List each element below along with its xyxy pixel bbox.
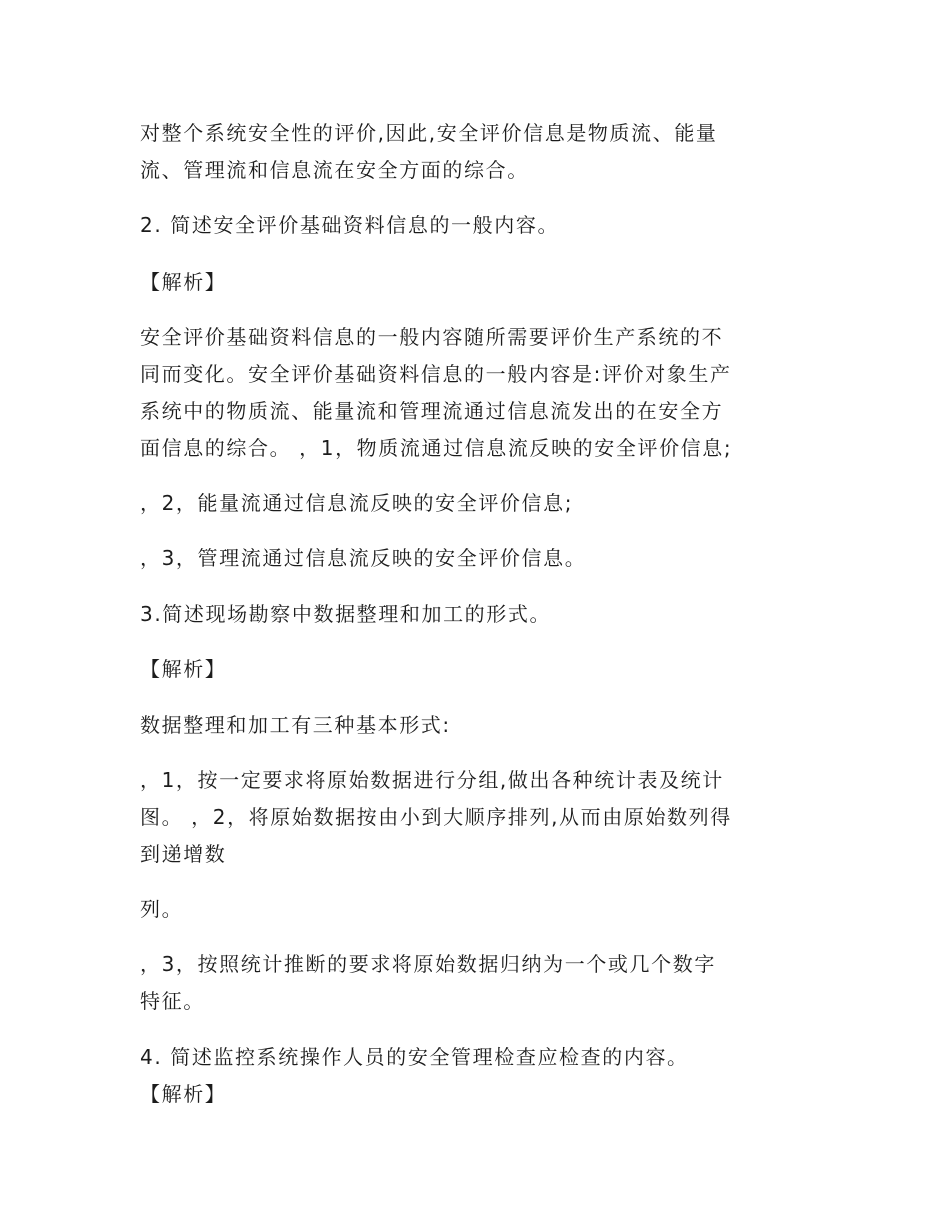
paragraph-q3-items <box>140 762 820 873</box>
q2-item-2 <box>140 485 820 522</box>
analysis-label-q3 <box>140 651 820 688</box>
text-line: 【解析】 <box>140 1082 227 1106</box>
text-line: ，3，按照统计推断的要求将原始数据归纳为一个或几个数字 <box>140 952 716 976</box>
text-line: 3.简述现场勘察中数据整理和加工的形式。 <box>140 602 552 626</box>
text-line: ，1，按一定要求将原始数据进行分组,做出各种统计表及统计 <box>140 768 724 792</box>
paragraph-intro-continuation <box>140 115 820 189</box>
text-line: 列。 <box>140 897 184 921</box>
q2-item-3 <box>140 540 820 577</box>
text-line: 对整个系统安全性的评价,因此,安全评价信息是物质流、能量 <box>140 121 718 145</box>
paragraph-q2-answer <box>140 319 820 467</box>
question-4-heading <box>140 1039 820 1113</box>
text-line: 流、管理流和信息流在安全方面的综合。 <box>140 158 529 182</box>
text-line: ，2，能量流通过信息流反映的安全评价信息; <box>140 491 574 515</box>
text-line: 面信息的综合。 ，1，物质流通过信息流反映的安全评价信息; <box>140 436 733 460</box>
paragraph-q3-intro <box>140 707 820 744</box>
text-line: 图。 ，2，将原始数据按由小到大顺序排列,从而由原始数列得 <box>140 805 732 829</box>
question-3-heading <box>140 596 820 633</box>
text-line: 4. 简述监控系统操作人员的安全管理检查应检查的内容。 <box>140 1045 689 1069</box>
text-line: 特征。 <box>140 989 205 1013</box>
text-line: 同而变化。安全评价基础资料信息的一般内容是:评价对象生产 <box>140 362 732 386</box>
text-line: 2. 简述安全评价基础资料信息的一般内容。 <box>140 213 560 237</box>
analysis-label-q2 <box>140 264 820 301</box>
text-line: 到递增数 <box>140 842 227 866</box>
text-line: 安全评价基础资料信息的一般内容随所需要评价生产系统的不 <box>140 325 724 349</box>
text-line: ，3，管理流通过信息流反映的安全评价信息。 <box>140 546 587 570</box>
text-line: 数据整理和加工有三种基本形式: <box>140 713 451 737</box>
text-line: 【解析】 <box>140 657 227 681</box>
question-2-heading <box>140 207 820 244</box>
paragraph-q3-continued <box>140 891 820 928</box>
text-line: 【解析】 <box>140 270 227 294</box>
q3-item-3 <box>140 946 820 1020</box>
text-line: 系统中的物质流、能量流和管理流通过信息流发出的在安全方 <box>140 399 724 423</box>
